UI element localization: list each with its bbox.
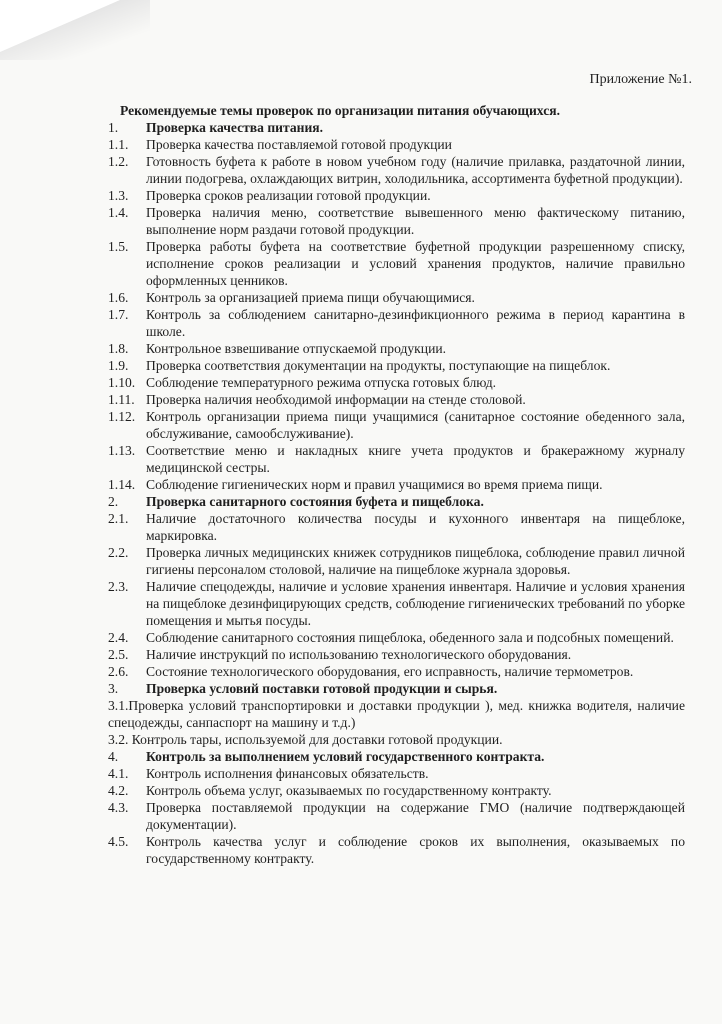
list-item [108,306,685,340]
topics-list [108,119,685,867]
item-number: 1.4. [108,205,129,220]
item-number: 4. [108,749,119,764]
item-text: Соблюдение температурного режима отпуска готовых блюд. [146,375,497,390]
item-number: 1.1. [108,137,129,152]
section-heading [108,680,685,697]
item-number: 2.1. [108,511,129,526]
item-text: Проверка наличия необходимой информации на стенде столовой. [146,392,526,407]
item-text: Проверка поставляемой продукции на содержание ГМО (наличие подтверждающей документации). [146,800,685,832]
item-number: 4.1. [108,766,129,781]
list-item [108,799,685,833]
item-text: Соответствие меню и накладных книге учета продуктов и бракеражному журналу медицинской сестры. [146,443,685,475]
list-item [108,357,685,374]
list-item [108,578,685,629]
item-text: Наличие инструкций по использованию технологического оборудования. [146,647,572,662]
list-item [108,374,685,391]
list-item [108,833,685,867]
item-text: Контроль за соблюдением санитарно-дезинфикционного режима в период карантина в школе. [146,307,685,339]
list-item [108,187,685,204]
list-item [108,510,685,544]
item-text: Проверка качества поставляемой готовой продукции [146,137,452,152]
item-text: Проверка санитарного состояния буфета и пищеблока. [146,494,484,509]
document-title: Рекомендуемые темы проверок по организации питания обучающихся. [120,103,560,118]
item-number: 4.5. [108,834,129,849]
list-item [108,204,685,238]
item-number: 1.3. [108,188,129,203]
list-item [108,782,685,799]
item-number: 4.2. [108,783,129,798]
list-item [108,153,685,187]
list-item [108,408,685,442]
item-text: Проверка сроков реализации готовой продукции. [146,188,431,203]
item-number: 2. [108,494,119,509]
item-text: Состояние технологического оборудования, его исправность, наличие термометров. [146,664,634,679]
item-text: Проверка соответствия документации на продукты, поступающие на пищеблок. [146,358,611,373]
item-text: Контроль объема услуг, оказываемых по государственному контракту. [146,783,552,798]
item-text: Наличие достаточного количества посуды и кухонного инвентаря на пищеблоке, маркировка. [146,511,685,543]
item-text: Проверка работы буфета на соответствие буфетной продукции разрешенному списку, исполнение сроков реализации и условий хранения продуктов, наличие правильно оформленных ценников. [146,239,685,288]
list-item [108,544,685,578]
section-heading [108,748,685,765]
item-number: 1.2. [108,154,129,169]
list-item [108,765,685,782]
item-number: 1.14. [108,477,136,492]
list-item [108,476,685,493]
list-item [108,731,685,748]
item-number: 1. [108,120,119,135]
list-item [108,442,685,476]
item-number: 2.3. [108,579,129,594]
item-text: Контроль исполнения финансовых обязательств. [146,766,429,781]
list-item [108,340,685,357]
list-item [108,136,685,153]
item-text: Наличие спецодежды, наличие и условие хранения инвентаря. Наличие и условия хранения на пищеблоке дезинфицирующих средств, соблюдение гигиенических требований по уборке помещения и мытья посуды. [146,579,685,628]
list-item [108,697,685,731]
list-item [108,629,685,646]
item-number: 1.13. [108,443,136,458]
item-text: Проверка качества питания. [146,120,324,135]
item-text: Проверка условий поставки готовой продукции и сырья. [146,681,498,696]
item-number: 1.8. [108,341,129,356]
item-number: 3. [108,681,119,696]
item-number: 2.6. [108,664,129,679]
item-number: 1.12. [108,409,136,424]
section-heading [108,119,685,136]
item-text: Соблюдение санитарного состояния пищеблока, обеденного зала и подсобных помещений. [146,630,674,645]
item-text: Контроль организации приема пищи учащимися (санитарное состояние обеденного зала, обслуживание, самообслуживание). [146,409,685,441]
folded-corner [0,0,120,52]
item-text: Готовность буфета к работе в новом учебном году (наличие прилавка, раздаточной линии, линии подогрева, охлаждающих витрин, холодильника, ассортимента буфетной продукции). [146,154,685,186]
item-text: Контроль за организацией приема пищи обучающимися. [146,290,475,305]
list-item [108,391,685,408]
item-text: 3.1.Проверка условий транспортировки и доставки продукции ), мед. книжка водителя, наличие спецодежды, санпаспорт на машину и т.д.) [108,698,685,730]
item-number: 2.5. [108,647,129,662]
section-heading [108,493,685,510]
item-text: Контрольное взвешивание отпускаемой продукции. [146,341,447,356]
list-item [108,663,685,680]
appendix-label: Приложение №1. [589,72,692,87]
list-item [108,238,685,289]
item-number: 1.5. [108,239,129,254]
item-number: 1.11. [108,392,135,407]
item-number: 2.4. [108,630,129,645]
item-number: 1.9. [108,358,129,373]
item-text: 3.2. Контроль тары, используемой для доставки готовой продукции. [108,732,503,747]
item-text: Соблюдение гигиенических норм и правил учащимися во время приема пищи. [146,477,603,492]
list-item [108,289,685,306]
list-item [108,646,685,663]
item-number: 1.7. [108,307,129,322]
item-text: Контроль за выполнением условий государственного контракта. [146,749,545,764]
item-text: Контроль качества услуг и соблюдение сроков их выполнения, оказываемых по государственному контракту. [146,834,685,866]
item-number: 4.3. [108,800,129,815]
item-number: 1.6. [108,290,129,305]
item-number: 2.2. [108,545,129,560]
item-text: Проверка наличия меню, соответствие вывешенного меню фактическому питанию, выполнение норм раздачи готовой продукции. [146,205,685,237]
item-number: 1.10. [108,375,136,390]
item-text: Проверка личных медицинских книжек сотрудников пищеблока, соблюдение правил личной гигиены персоналом столовой, наличие на пищеблоке журнала здоровья. [146,545,685,577]
